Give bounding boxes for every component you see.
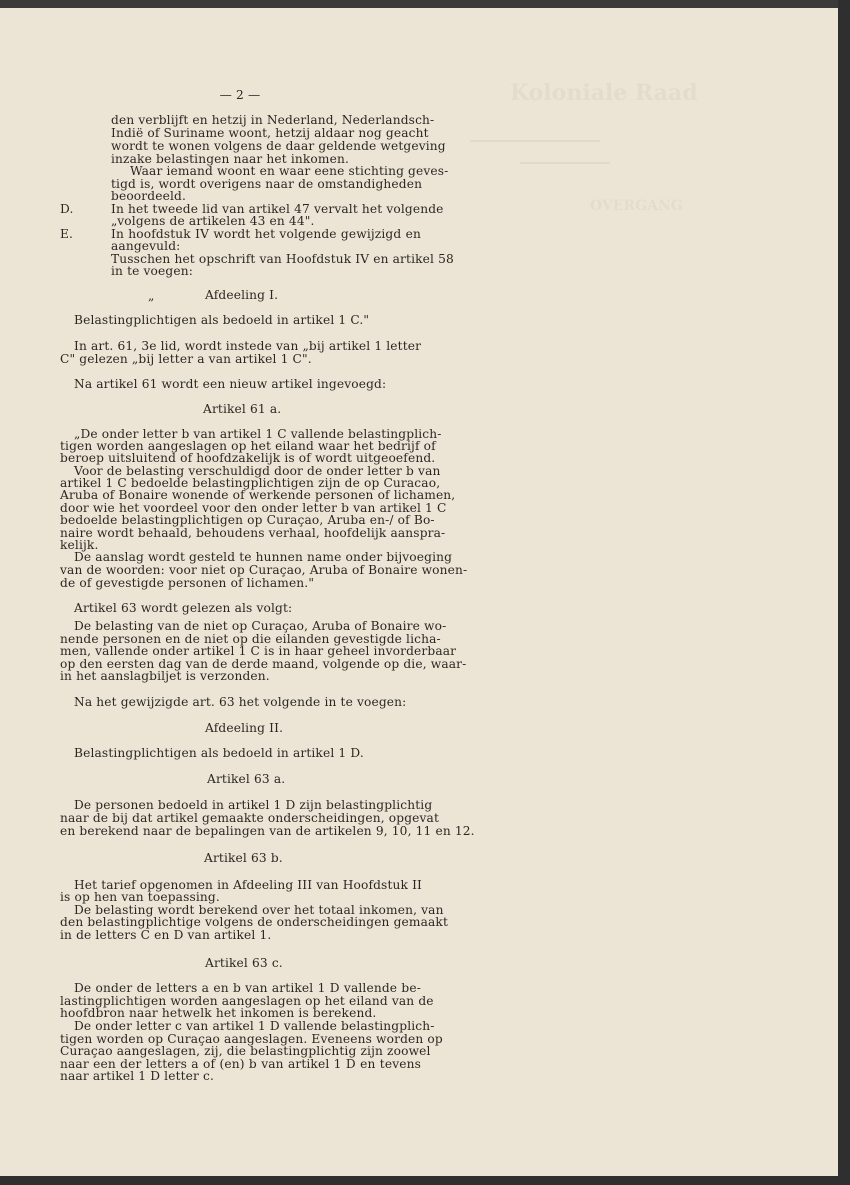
text-line: Na het gewijzigde art. 63 het volgende in te voegen: (74, 695, 407, 709)
text-line: Artikel 63 wordt gelezen als volgt: (74, 601, 293, 615)
bleed-through-subheading: OVERGANG (590, 198, 683, 214)
text-line: In art. 61, 3e lid, wordt instede van „bij artikel 1 letter (74, 339, 422, 353)
text-line: naar artikel 1 D letter c. (60, 1069, 215, 1083)
text-line: „volgens de artikelen 43 en 44". (111, 214, 315, 228)
bleed-through-text (510, 80, 710, 214)
text-line: lastingplichtigen worden aangeslagen op het eiland van de (60, 994, 434, 1008)
text-line: artikel 1 C bedoelde belastingplichtigen zijn de op Curacao, (60, 476, 441, 490)
text-line: Het tarief opgenomen in Afdeeling III van Hoofdstuk II (74, 878, 422, 892)
text-line: aangevuld: (111, 239, 181, 253)
text-line: naar een der letters a of (en) b van artikel 1 D en tevens (60, 1057, 421, 1071)
scan-border-bottom (0, 1176, 850, 1185)
text-line: „De onder letter b van artikel 1 C vallende belastingplich- (74, 427, 442, 441)
text-line: naire wordt behaald, behoudens verhaal, hoofdelijk aanspra- (60, 526, 446, 540)
article-heading: Artikel 63 a. (207, 772, 286, 786)
scan-border-right (838, 0, 850, 1185)
text-line: De personen bedoeld in artikel 1 D zijn belastingplichtig (74, 798, 433, 812)
text-line: den belastingplichtige volgens de onderscheidingen gemaakt (60, 915, 449, 929)
section-heading: Afdeeling II. (205, 721, 284, 735)
text-line: Aruba of Bonaire wonende of werkende personen of lichamen, (60, 488, 456, 502)
item-marker-e: E. (60, 227, 74, 241)
text-line: De onder de letters a en b van artikel 1 D vallende be- (74, 981, 421, 995)
text-line: de of gevestigde personen of lichamen." (60, 576, 315, 590)
quote-mark: „ (148, 289, 155, 303)
text-line: Voor de belasting verschuldigd door de onder letter b van (74, 464, 441, 478)
section-subheading: Belastingplichtigen als bedoeld in artikel 1 D. (74, 746, 364, 760)
text-line: In hoofdstuk IV wordt het volgende gewijzigd en (111, 227, 421, 241)
text-line: wordt te wonen volgens de daar geldende wetgeving (111, 139, 446, 153)
section-heading: Afdeeling I. (205, 288, 279, 302)
text-line: In het tweede lid van artikel 47 vervalt het volgende (111, 202, 444, 216)
text-line: men, vallende onder artikel 1 C is in haar geheel invorderbaar (60, 644, 457, 658)
section-subheading: Belastingplichtigen als bedoeld in artikel 1 C." (74, 313, 370, 327)
article-heading: Artikel 63 c. (205, 956, 283, 970)
bleed-through-heading: Koloniale Raad (510, 80, 698, 106)
text-line: den verblijft en hetzij in Nederland, Nederlandsch- (111, 113, 435, 127)
text-line: tigen worden op Curaçao aangeslagen. Eveneens worden op (60, 1032, 443, 1046)
text-line: beroep uitsluitend of hoofdzakelijk is of wordt uitgeoefend. (60, 451, 436, 465)
page-number: — 2 — (219, 88, 261, 102)
text-line: beoordeeld. (111, 189, 186, 203)
text-line: in de letters C en D van artikel 1. (60, 928, 272, 942)
text-line: De belasting van de niet op Curaçao, Aruba of Bonaire wo- (74, 619, 447, 633)
text-line: De aanslag wordt gesteld te hunnen name onder bijvoeging (74, 550, 453, 564)
text-line: naar de bij dat artikel gemaakte onderscheidingen, opgevat (60, 811, 440, 825)
text-line: De belasting wordt berekend over het totaal inkomen, van (74, 903, 444, 917)
bleed-through-rule (470, 140, 600, 142)
article-heading: Artikel 63 b. (204, 851, 283, 865)
text-line: bedoelde belastingplichtigen op Curaçao, Aruba en-/ of Bo- (60, 513, 435, 527)
text-line: Na artikel 61 wordt een nieuw artikel ingevoegd: (74, 377, 387, 391)
text-line: in te voegen: (111, 264, 193, 278)
text-line: nende personen en de niet op die eilanden gevestigde licha- (60, 632, 441, 646)
text-line: in het aanslagbiljet is verzonden. (60, 669, 270, 683)
text-line: Curaçao aangeslagen, zij, die belastingplichtig zijn zoowel (60, 1044, 431, 1058)
article-heading: Artikel 61 a. (203, 402, 282, 416)
text-line: Waar iemand woont en waar eene stichting geves- (130, 164, 449, 178)
text-line: hoofdbron naar hetwelk het inkomen is berekend. (60, 1006, 377, 1020)
bleed-through-rule (520, 162, 610, 164)
text-line: tigen worden aangeslagen op het eiland waar het bedrijf of (60, 439, 436, 453)
text-line: en berekend naar de bepalingen van de artikelen 9, 10, 11 en 12. (60, 824, 475, 838)
text-line: door wie het voordeel voor den onder letter b van artikel 1 C (60, 501, 447, 515)
text-line: op den eersten dag van de derde maand, volgende op die, waar- (60, 657, 467, 671)
text-line: C" gelezen „bij letter a van artikel 1 C". (60, 352, 312, 366)
text-line: tigd is, wordt overigens naar de omstandigheden (111, 177, 423, 191)
text-line: Tusschen het opschrift van Hoofdstuk IV en artikel 58 (111, 252, 454, 266)
item-marker-d: D. (60, 202, 74, 216)
text-line: is op hen van toepassing. (60, 890, 220, 904)
text-line: De onder letter c van artikel 1 D vallende belastingplich- (74, 1019, 435, 1033)
text-line: inzake belastingen naar het inkomen. (111, 152, 349, 166)
text-line: van de woorden: voor niet op Curaçao, Aruba of Bonaire wonen- (60, 563, 468, 577)
text-line: Indië of Suriname woont, hetzij aldaar nog geacht (111, 126, 429, 140)
text-line: kelijk. (60, 538, 99, 552)
